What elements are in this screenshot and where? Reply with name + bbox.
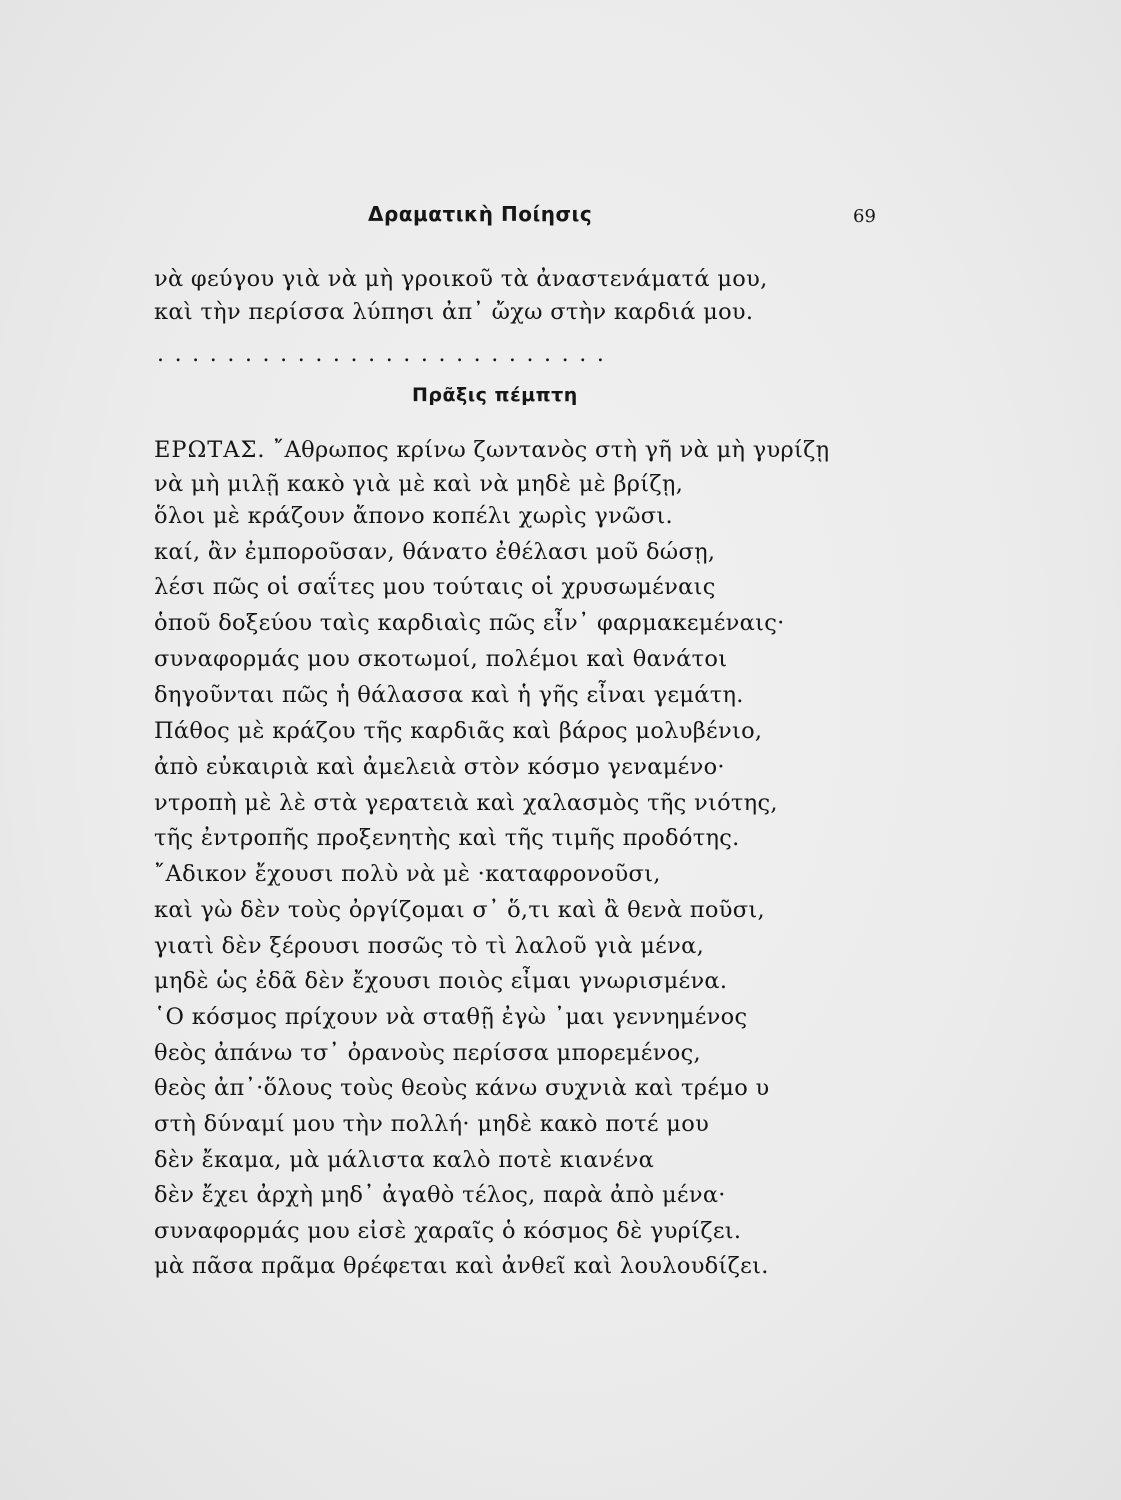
verse-line: γιατὶ δὲν ξέρουσι ποσῶς τὸ τὶ λαλοῦ γιὰ μένα, (154, 933, 705, 959)
page-number: 69 (853, 206, 876, 227)
verse-line: νὰ φεύγου γιὰ νὰ μὴ γροικοῦ τὰ ἀναστενάματά μου, (154, 266, 768, 292)
verse-line: τῆς ἐντροπῆς προξενητὴς καὶ τῆς τιμῆς προδότης. (154, 825, 740, 851)
verse-line: ὅλοι μὲ κράζουν ἄπονο κοπέλι χωρὶς γνῶσι. (154, 503, 673, 529)
running-header-title: Δραματικὴ Ποίησις (368, 202, 593, 226)
verse-line: καὶ τὴν περίσσα λύπησι ἀπ᾿ ὤχω στὴν καρδιά μου. (154, 299, 754, 325)
verse-line: δὲν ἔκαμα, μὰ μάλιστα καλὸ ποτὲ κιανένα (154, 1147, 655, 1173)
verse-line: θεὸς ἀπάνω τσ᾿ ὀρανοὺς περίσσα μπορεμένος, (154, 1040, 701, 1066)
verse-line-with-speaker (154, 437, 829, 463)
verse-line: μὰ πᾶσα πρᾶμα θρέφεται καὶ ἀνθεῖ καὶ λουλουδίζει. (154, 1253, 769, 1279)
verse-line: συναφορμάς μου σκοτωμοί, πολέμοι καὶ θανάτοι (154, 646, 728, 672)
verse-line: ντροπὴ μὲ λὲ στὰ γερατειὰ καὶ χαλασμὸς τῆς νιότης, (154, 790, 778, 816)
ellipsis-divider: .......................... (157, 342, 615, 367)
verse-line: μηδὲ ὡς ἐδᾶ δὲν ἔχουσι ποιὸς εἶμαι γνωρισμένα. (154, 968, 728, 994)
verse-line: νὰ μὴ μιλῇ κακὸ γιὰ μὲ καὶ νὰ μηδὲ μὲ βρίζῃ, (154, 471, 684, 497)
verse-line: ἀπὸ εὐκαιριὰ καὶ ἀμελειὰ στὸν κόσμο γεναμένο· (154, 754, 725, 780)
speaker-name: ΕΡΩΤΑΣ. (154, 437, 266, 463)
verse-line: ὁποῦ δοξεύου ταὶς καρδιαὶς πῶς εἶν᾿ φαρμακεμέναις· (154, 610, 785, 636)
verse-line: στὴ δύναμί μου τὴν πολλή· μηδὲ κακὸ ποτέ μου (154, 1111, 710, 1137)
verse-line: καί, ἂν ἐμποροῦσαν, θάνατο ἐθέλασι μοῦ δώσῃ, (154, 539, 716, 565)
verse-line: ῾Ο κόσμος πρίχουν νὰ σταθῇ ἐγὼ ᾿μαι γεννημένος (154, 1004, 748, 1030)
verse-line: δὲν ἔχει ἀρχὴ μηδ᾿ ἀγαθὸ τέλος, παρὰ ἀπὸ μένα· (154, 1182, 726, 1208)
verse-line: Πάθος μὲ κράζου τῆς καρδιᾶς καὶ βάρος μολυβένιο, (154, 718, 763, 744)
verse-line: λέσι πῶς οἱ σαΐτες μου τούταις οἱ χρυσωμέναις (154, 574, 716, 600)
act-title: Πρᾶξις πέμπτη (412, 384, 578, 406)
verse-line: θεὸς ἀπ᾿·ὅλους τοὺς θεοὺς κάνω συχνιὰ καὶ τρέμο υ (154, 1075, 770, 1101)
verse-line: καὶ γὼ δὲν τοὺς ὀργίζομαι σ᾿ ὅ,τι καὶ ἂ θενὰ ποῦσι, (154, 897, 765, 923)
verse-line: συναφορμάς μου εἰσὲ χαραῖς ὁ κόσμος δὲ γυρίζει. (154, 1218, 742, 1244)
verse-line: ῎Αδικον ἔχουσι πολὺ νὰ μὲ ·καταφρονοῦσι, (154, 861, 661, 887)
verse-line: ῎Αθρωπος κρίνω ζωντανὸς στὴ γῆ νὰ μὴ γυρίζῃ (273, 437, 830, 463)
verse-line: δηγοῦνται πῶς ἡ θάλασσα καὶ ἡ γῆς εἶναι γεμάτη. (154, 682, 744, 708)
